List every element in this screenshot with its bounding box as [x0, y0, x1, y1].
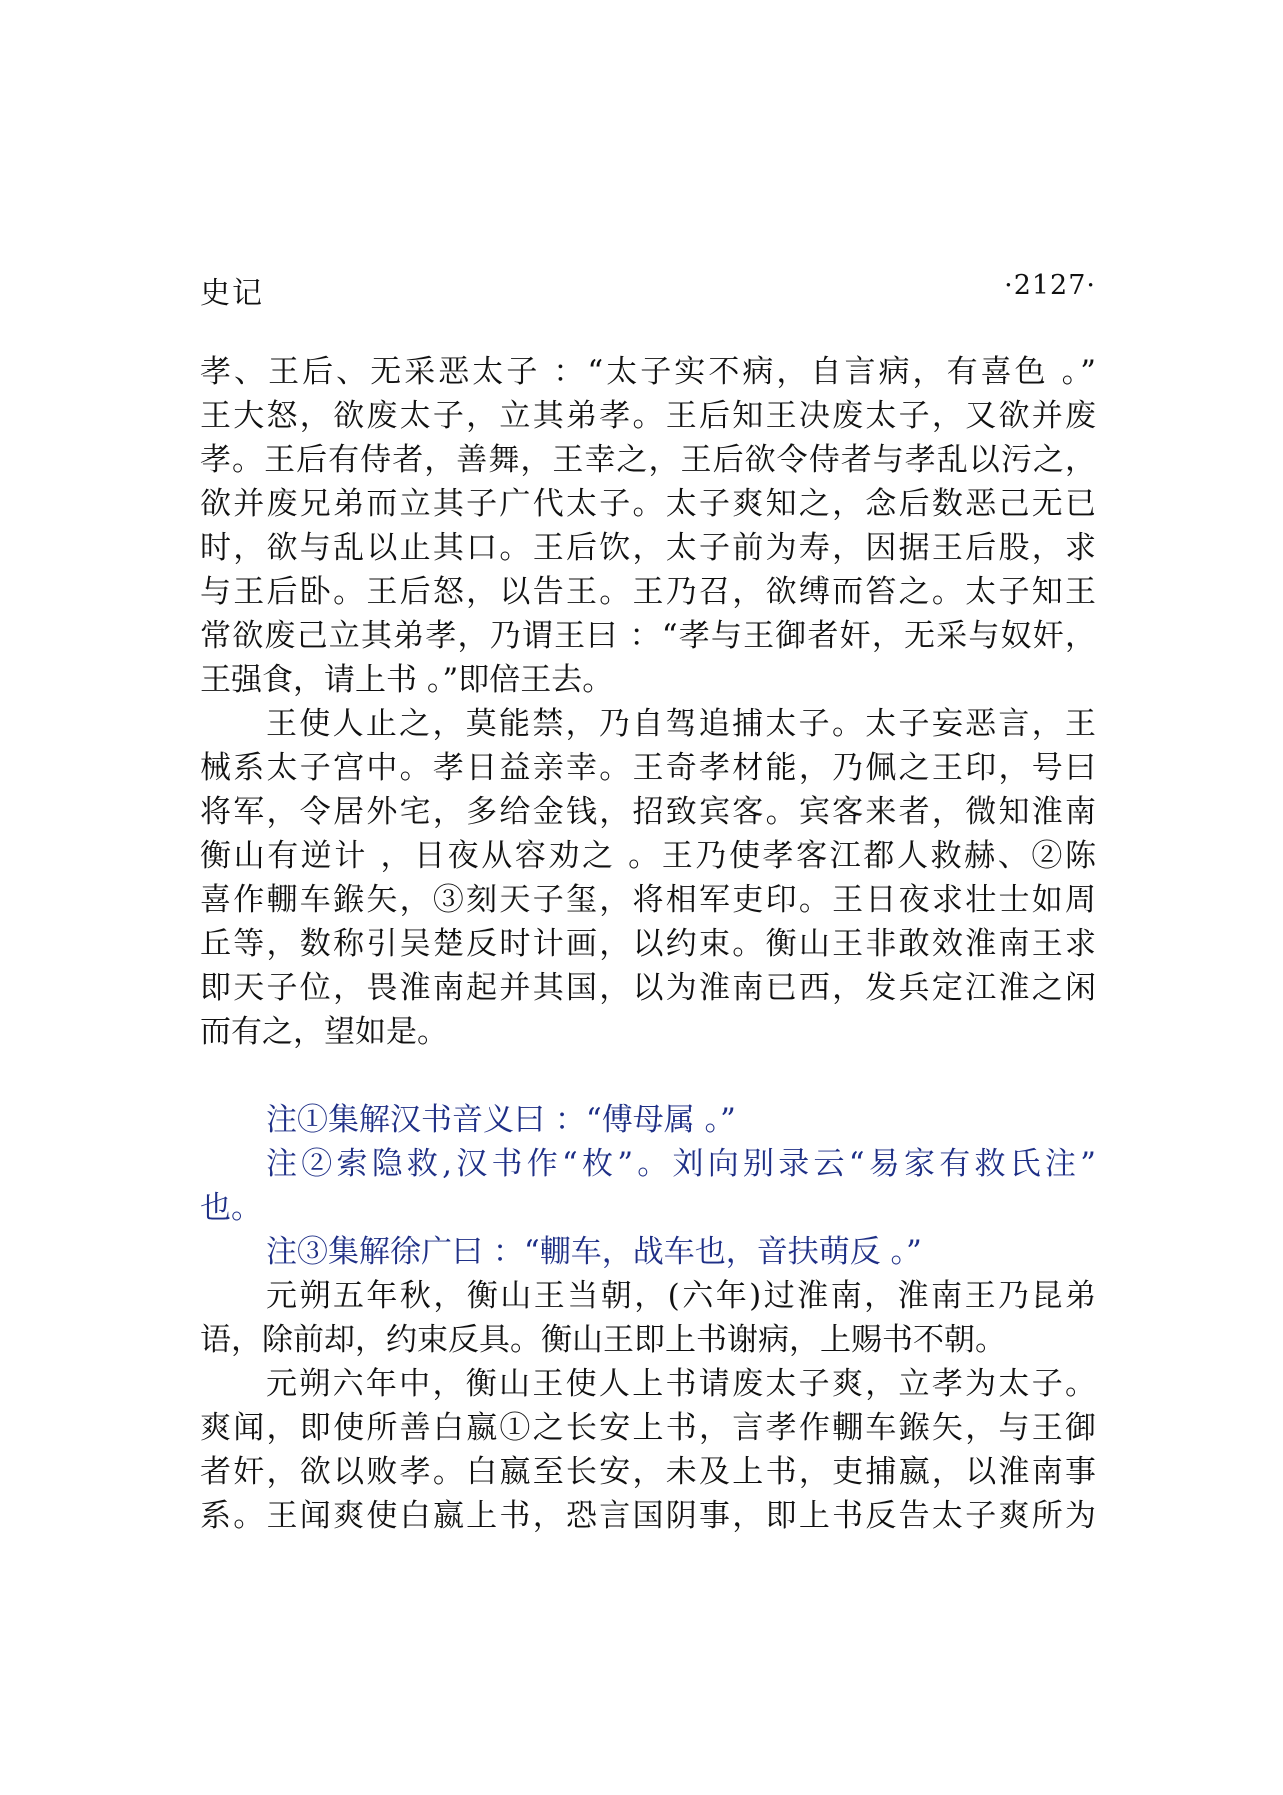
footnote-3 [200, 1230, 1096, 1274]
page-header [200, 268, 1096, 314]
main-text [200, 350, 1096, 1538]
text-line: 常欲废己立其弟孝，乃谓王曰 ：“孝与王御者奸，无采与奴奸， [200, 618, 1096, 654]
text-line: 元朔六年中，衡山王使人上书请废太子爽，立孝为太子。 [266, 1366, 1096, 1402]
footnote-1 [200, 1098, 1096, 1142]
text-line: 械系太子宫中。孝日益亲幸。王奇孝材能，乃佩之王印，号曰 [200, 750, 1096, 786]
text-line: 丘等，数称引吴楚反时计画，以约束。衡山王非敢效淮南王求 [200, 926, 1096, 962]
note-line: 注②索隐救,汉书作“枚”。刘向别录云“易家有救氏注” [266, 1146, 1096, 1182]
text-line: 爽闻，即使所善白嬴①之长安上书，言孝作輣车鍭矢，与王御 [200, 1410, 1096, 1446]
note-line: 注③集解徐广曰 ：“輣车，战车也，音扶萌反 。” [266, 1234, 922, 1270]
text-line: 系。王闻爽使白嬴上书，恐言国阴事，即上书反告太子爽所为 [200, 1498, 1096, 1534]
text-line: 将军，令居外宅，多给金钱，招致宾客。宾客来者，微知淮南 [200, 794, 1096, 830]
page-number: ·2127· [1004, 270, 1096, 301]
text-line: 元朔五年秋，衡山王当朝，(六年)过淮南，淮南王乃昆弟 [266, 1278, 1096, 1314]
text-line: 王强食，请上书 。”即倍王去。 [200, 662, 614, 698]
note-line: 也。 [200, 1190, 262, 1226]
section-gap [200, 1054, 1096, 1098]
text-line: 者奸，欲以败孝。白嬴至长安，未及上书，吏捕嬴，以淮南事 [200, 1454, 1096, 1490]
note-line: 注①集解汉书音义曰 ：“傅母属 。” [266, 1102, 736, 1138]
text-line: 衡山有逆计 ，日夜从容劝之 。王乃使孝客江都人救赫、②陈 [200, 838, 1096, 874]
text-line: 而有之，望如是。 [200, 1014, 448, 1050]
book-title: 史记 [200, 276, 264, 311]
text-line: 王使人止之，莫能禁，乃自驾追捕太子。太子妄恶言，王 [266, 706, 1096, 742]
text-line: 语，除前却，约束反具。衡山王即上书谢病，上赐书不朝。 [200, 1322, 1006, 1358]
text-line: 孝、王后、无采恶太子 ：“太子实不病，自言病，有喜色 。” [200, 354, 1096, 390]
paragraph-3 [200, 1274, 1096, 1362]
text-line: 与王后卧。王后怒，以告王。王乃召，欲缚而笞之。太子知王 [200, 574, 1096, 610]
text-line: 王大怒，欲废太子，立其弟孝。王后知王决废太子，又欲并废 [200, 398, 1096, 434]
text-line: 时，欲与乱以止其口。王后饮，太子前为寿，因据王后股，求 [200, 530, 1096, 566]
paragraph-1 [200, 350, 1096, 702]
paragraph-4 [200, 1362, 1096, 1538]
footnote-2 [200, 1142, 1096, 1230]
text-line: 孝。王后有侍者，善舞，王幸之，王后欲令侍者与孝乱以污之， [200, 442, 1096, 478]
text-line: 即天子位，畏淮南起并其国，以为淮南已西，发兵定江淮之闲 [200, 970, 1096, 1006]
text-line: 喜作輣车鍭矢，③刻天子玺，将相军吏印。王日夜求壮士如周 [200, 882, 1096, 918]
text-line: 欲并废兄弟而立其子广代太子。太子爽知之，念后数恶己无已 [200, 486, 1096, 522]
paragraph-2 [200, 702, 1096, 1054]
